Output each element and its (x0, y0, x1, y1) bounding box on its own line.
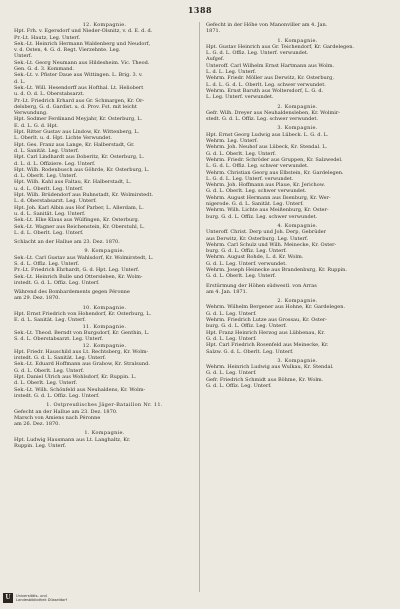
text-line: Hpt. Wilh. Kahl aus Faltau, Kr. Halberstadt, L. (14, 179, 132, 186)
text-line: E. d. L. G. d. Hpt. (14, 122, 59, 129)
text-line: Pr.-Lt. Friedrich Ehrhardt, G. d. Hpt. Leg. Unterf. (14, 267, 140, 274)
library-logo-text (16, 594, 67, 602)
text-line: G. d. L. Oberlt. Leg. Unterf. (206, 150, 277, 157)
text-line: d. L. d. L. Offiziere. Leg. Unterf. (14, 160, 96, 167)
text-line: Hpt. Ernst Georg Ludwig aus Lübeck. L. G. d. L. (206, 131, 329, 138)
section-heading: 1. Kompagnie. (84, 430, 125, 437)
text-line: Hpt. Ritter Gustav aus Lindow, Kr. Wittenberg, L. (14, 129, 140, 136)
text-line: Hpt. Ludwig Hausmann aus Lt. Langhaltz, Kr. (14, 436, 131, 443)
text-line: Hpt. Frh. v. Egersdorf und Nieder-Ölsnitz, v. d. E. d. d. (14, 28, 153, 35)
text-line: Sek.-Lt. Wilh. Schönfeld aus Neuhaldens, Kr. Wolm- (14, 386, 146, 393)
text-line: Wehrm. Wilh. Lichte aus Meißenburg, Kr. Oster- (206, 207, 329, 214)
text-line: Hpt. Gustav Heinrich aus Gr. Teichendorf, Kr. Gardelegen. (206, 43, 355, 50)
text-line: nigerode. G. d. L. Sanität. Leg. Unterf. (206, 201, 304, 208)
section-heading: 3. Kompagnie. (277, 125, 318, 132)
text-line: Hpt. Carl Lindhardt aus Doberitz, Kr. Osterburg, L. (14, 154, 145, 161)
section-heading: 3. Kompagnie. (277, 357, 318, 364)
text-line: Erstürmung der Höhen südwestl. von Arras (206, 282, 317, 289)
text-line: Wehrm. August Hermann aus Ilsenburg, Kr. Wer- (206, 194, 331, 201)
text-line: u. d. L. Oberlt. Leg. Unterf. (14, 185, 84, 192)
text-line: Wehrm. Friedr. Schröder aus Gruppen, Kr. Salzwedel. (206, 156, 343, 163)
text-line: G. d. L. Oberlt. Leg. schwer verwundet. (206, 188, 307, 195)
section-heading: 12. Kompagnie. (82, 342, 127, 349)
text-line: irstedt. G. d. L. Offiz. Leg. Unterf. (14, 392, 100, 399)
text-line: Unterf. (14, 53, 33, 60)
text-line: L. G. d. L. Offiz. Leg. Unterf. verwundet. (206, 50, 309, 57)
text-line: Wehrm. Wilhelm Bergener aus Hohne, Kr. Gardelegen. (206, 304, 346, 311)
text-line: irstedt. G. d. L. Offiz. Leg. Unterf. (14, 279, 100, 286)
text-line: stedt. G. d. L. Offiz. Leg. schwer verwundet. (206, 116, 318, 123)
text-line: delsberg, G. d. Gardist. u. d. Prov. Fst. mit leicht (14, 103, 137, 110)
text-line: Wehrm. Ernst Baruth aus Woltersdorf, L. G. d. (206, 87, 324, 94)
text-line: G. d. L. Leg. Unterf. (206, 370, 257, 377)
text-line: Sek.-Lt. Elke Klaus aus Wülfingen, Kr. Osterburg. (14, 217, 140, 224)
text-line: Schlacht an der Hallue am 23. Dez. 1870. (14, 239, 120, 246)
text-line: Ruppin. Leg. Unterf. (14, 443, 67, 449)
text-line: d. L. Oberlt. Leg. Unterf. (14, 380, 78, 387)
text-line: Sek.-Lt. Will. Hesendorff aus Hofthal. Lt. Heliobert (14, 84, 144, 91)
text-line: u. d. O. d. L. Oberstabsarzt. (14, 91, 85, 98)
text-line: L. G. d. L. Leg. Unterf. verwundet. (206, 175, 294, 182)
library-logo-icon: U (3, 593, 13, 603)
text-line: d. L. (14, 78, 26, 85)
library-logo (3, 591, 81, 605)
text-line: burg. G. d. L. Offiz. Leg. Unterf. (206, 248, 287, 255)
text-line: L. d. L. Leg. Unterf. (206, 69, 257, 76)
text-line: S. d. L. Oberstabsarzt. Leg. Unterf. (14, 336, 104, 343)
text-line: Pr.-Lt. Hautz, Leg. Unterf. (14, 34, 81, 41)
text-line: Hpt. Ges. Franz aus Lange, Kr. Halberstadt, Gr. (14, 141, 135, 148)
text-line: Hpt. Daniel Ulrich aus Wohlsdorf, Kr. Ruppin. L. (14, 374, 137, 381)
page-number: 1388 (187, 5, 213, 15)
text-line: Wehrm. Joseph Heinecke aus Brandenburg, Kr. Ruppin. (206, 266, 347, 273)
text-line: L. d. Oberstabsarzt. Leg. Unterf. (14, 198, 97, 205)
text-line: G. d. L. Leg. Unterf. verwundet. (206, 260, 287, 267)
text-line: Hpt. Ernst Friedrich von Hohendorf, Kr. Osterburg, L. (14, 311, 152, 318)
text-line: E. d. L. Sanität. Leg. Unterf. (14, 317, 86, 324)
text-line: Hpt. Wilh. Rodenbusch aus Göhrde, Kr. Osterburg, L. (14, 166, 150, 173)
library-logo-line-1: Universitäts- und (16, 593, 47, 598)
text-line: Verwundung. (14, 110, 48, 117)
text-line: 1871. (206, 28, 221, 35)
text-line: am 29. Dez. 1870. (14, 295, 60, 302)
section-heading: 1. Kompagnie. (277, 37, 318, 44)
text-line: L. Oberlt. u. d. Hpt. Lichte Verwundet. (14, 135, 112, 142)
text-line: Pr.-Lt. Friedrich Erhard aus Gr. Schmargen, Kr. Or- (14, 97, 145, 104)
column-divider (199, 22, 200, 592)
section-heading: 2. Kompagnie. (277, 298, 318, 305)
text-line: Sek.-Lt. Heinrich Hermann Waldenberg und Neudorf, (14, 40, 151, 47)
text-line: Wehrm. Heinrich Ludwig aus Wulkau, Kr. Stendal. (206, 364, 334, 371)
text-line: Wehrm. Friedr. Möller aus Derwitz, Kr. Osterburg, (206, 75, 334, 82)
text-line: am 4. Jan. 1871. (206, 288, 248, 295)
text-line: G. d. L. Offiz. Leg. Unterf. (206, 383, 272, 390)
text-line: aus Derwitz, Kr. Osterburg. Leg. Unterf. (206, 235, 309, 242)
section-heading: 2. Kompagnie. (277, 103, 318, 110)
section-heading: 9. Kompagnie. (84, 248, 125, 255)
text-line: Aufgef. (206, 56, 225, 63)
text-line: Wehrm. Joh. Neuhof aus Lübeck, Kr. Stendal. L. (206, 144, 328, 151)
text-line: Sek.-Lt. v. Pfister Daue aus Wittingen. L. Brig. 3. v. (14, 72, 143, 79)
text-line: Sek.-Lt. Carl Gustav aus Wahlsdorf, Kr. Wolmirstedt, L. (14, 254, 154, 261)
text-line: Sek.-Lt. Theod. Berndt von Burgsdorf, Kr. Genthin, L. (14, 329, 150, 336)
text-line: Wehrm. Friedrich Lutze aus Grossau, Kr. Oster- (206, 317, 327, 324)
text-line: irstedt. G. d. L. Sanität. Leg. Unterf. (14, 355, 106, 362)
text-line: Wehrm. Joh. Hoffmann aus Plaue, Kr. Jerichow. (206, 182, 325, 189)
text-line: Gefr. Friedrich Schmidt aus Böhme, Kr. Wolm. (206, 376, 324, 383)
text-line: v. d. Osten, 4. G. d. Regt. Vierzehnte. Leg. (14, 47, 121, 54)
text-line: Wehrm. Leg. Unterf. (206, 138, 258, 145)
text-line: Hpt. Wilh. Brüdendorf aus Ruhnstadt, Kr. Wolmirstedt. (14, 192, 154, 199)
text-line: G. d. L. Leg. Unterf. (206, 310, 257, 317)
text-line: Unteroff. Christ. Derp und Joh. Derp, Gebrüder (206, 229, 326, 236)
text-line: Sek.-Lt. Wagner aus Reichenstein, Kr. Oberstuhl, L. (14, 223, 145, 230)
section-heading: 4. Kompagnie. (277, 222, 318, 229)
text-line: Gefecht in der Höhe von Manonviller am 4. Jan. (206, 22, 328, 28)
text-line: Unteroff. Carl Wilhelm Ernst Hartmann aus Wolm. (206, 62, 335, 69)
text-line: Sek.-Lt. Georg Neumann aus Hildesheim. Vic. Theod. (14, 59, 150, 66)
text-line: Während des Bombardements gegen Péronne (14, 289, 130, 296)
text-line: burg. G. d. L. Offiz. Leg. Unterf. (206, 323, 287, 330)
text-line: Wehrm. Carl Schulz und Wilh. Meinecke, Kr. Oster- (206, 241, 337, 248)
text-line: Sek.-Lt. Heinrich Bulle und Ottersleben, Kr. Wolm- (14, 273, 143, 280)
left-column (14, 22, 195, 449)
text-line: am 26. Dez. 1870. (14, 421, 60, 428)
section-heading: 1. Ostpreußisches Jäger-Bataillon Nr. 11. (46, 402, 163, 409)
text-line: Hpt. Friedr. Hauschild aus Lt. Rechtsberg, Kr. Wolm- (14, 348, 149, 355)
text-line: Hpt. Franz Heinrich Herzog aus Lübbenau, Kr. (206, 329, 325, 336)
text-line: d. L. Oberlt. Leg. Unterf. (14, 173, 78, 180)
section-heading: 10. Kompagnie. (82, 304, 127, 311)
text-line: L. d. L. Oberlt. Leg. Unterf. (14, 229, 84, 236)
text-line: Marsch von Amiens nach Péronne (14, 414, 101, 421)
text-line: Sek.-Lt. Eduard Hoffmann aus Grabow, Kr. Stralsund. (14, 361, 150, 368)
text-line: u. d. L. Sanität. Leg. Unterf. (14, 210, 86, 217)
text-line: Gefr. Wilh. Dreyer aus Neuhaldensleben, Kr. Wolmir- (206, 109, 340, 116)
text-line: Gefecht an der Hallue am 23. Dez. 1870. (14, 408, 118, 415)
text-line: d. L. Sanität. Leg. Unterf. (14, 147, 79, 154)
text-line: Hpt. Joh. Karl Albin aus Hof Parber, L. Allerdam, L. (14, 204, 144, 211)
text-line: Wehrm. August Rohde, L. d. Kr. Wolm. (206, 254, 304, 261)
text-line: G. d. L. Oberlt. Leg. Unterf. (14, 367, 85, 374)
text-line: L. d. L. G. d. L. Oberlt. Leg. schwer verwundet. (206, 81, 326, 88)
text-line: Salzw. G. d. L. Oberlt. Leg. Unterf. (206, 348, 294, 355)
text-line: Hpt. Carl Friedrich Rosenfeld aus Meinecke, Kr. (206, 342, 329, 349)
library-logo-line-2: Landesbibliothek Düsseldorf (16, 598, 67, 602)
section-heading: 11. Kompagnie. (82, 323, 127, 330)
text-line: Wehrm. Christian Georg aus Elbstein, Kr. Gardelegen. (206, 169, 344, 176)
right-column (206, 22, 389, 389)
section-heading: 12. Kompagnie. (82, 22, 127, 28)
text-line: L. G. d. L. Offiz. Leg. schwer verwundet. (206, 163, 309, 170)
text-line: G. d. L. Oberlt. Leg. Unterf. (206, 273, 277, 280)
text-line: burg. G. d. L. Offiz. Leg. schwer verwundet. (206, 213, 318, 220)
text-line: S. d. L. Offiz. Leg. Unterf. (14, 260, 80, 267)
text-line: Hpt. Sodmer Ferdinand Meyjahr, Kr. Osterburg, L. (14, 116, 143, 123)
text-line: G. d. L. Leg. Unterf. (206, 335, 257, 342)
text-line: Gen. G. d. 3. Kommand. (14, 66, 75, 73)
text-line: L. Leg. Unterf. verwundet. (206, 94, 274, 101)
